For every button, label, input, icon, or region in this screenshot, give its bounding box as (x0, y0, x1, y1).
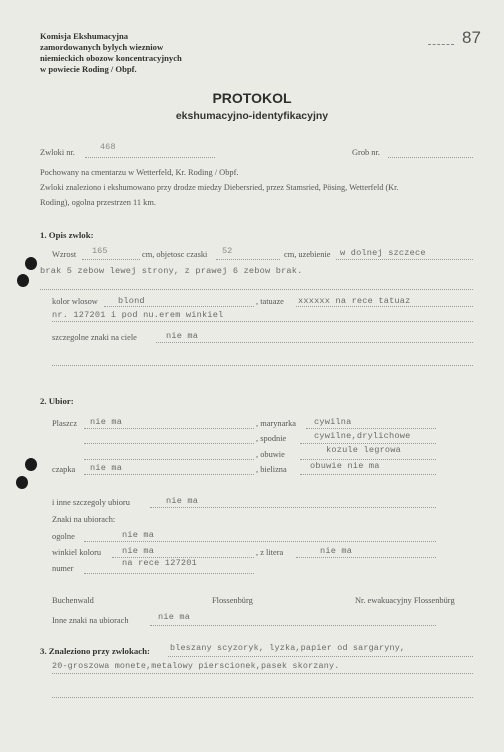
obuwie-label: , obuwie (256, 450, 285, 459)
znaki-label: szczegolne znaki na ciele (52, 333, 137, 342)
punch-hole-2 (17, 274, 29, 287)
kolor-label: kolor wlosow (52, 297, 98, 306)
obuwie-value: kozule legrowa (326, 445, 401, 455)
punch-hole-1 (25, 257, 37, 270)
litera-value: nie ma (320, 546, 353, 556)
numer-value: na rece 127201 (122, 558, 197, 568)
grob-label: Grob nr. (352, 148, 380, 157)
tatuaze-line-2-dots (52, 321, 473, 322)
header-org-line-3: niemieckich obozow koncentracyjnych (40, 53, 182, 63)
inne-line (150, 507, 436, 508)
plaszcz-line (84, 428, 254, 429)
uzebienie-line (336, 259, 473, 260)
section-3-line-1: bleszany scyzoryk, lyzka,papier od sargaryny, (170, 643, 406, 653)
spodnie-label: , spodnie (256, 434, 287, 443)
page-number: 87 (462, 28, 481, 47)
wzrost-line (82, 259, 140, 260)
czaszka-value: 52 (222, 246, 233, 256)
uzebienie-label: cm, uzebienie (284, 250, 331, 259)
plaszcz-value: nie ma (90, 417, 123, 427)
wzrost-label: Wzrost (52, 250, 77, 259)
ogolne-value: nie ma (122, 530, 155, 540)
czaszka-line (216, 259, 280, 260)
nr-ewakuacyjny-label: Nr. ewakuacyjny Flossenbürg (355, 596, 455, 605)
section-3-heading: 3. Znaleziono przy zwlokach: (40, 646, 150, 656)
winkiel-label: winkiel koloru (52, 548, 102, 557)
winkiel-value: nie ma (122, 546, 155, 556)
section-2-heading: 2. Ubior: (40, 396, 74, 406)
kolor-line (104, 306, 254, 307)
inne-value: nie ma (166, 496, 199, 506)
marynarka-line (306, 428, 436, 429)
header-org-line-2: zamordowanych bylych wiezniow (40, 42, 164, 52)
punch-hole-3 (25, 458, 37, 471)
spodnie-line (300, 443, 436, 444)
znaki-value: nie ma (166, 331, 199, 341)
bielizna-label: , bielizna (256, 465, 287, 474)
litera-line (296, 557, 436, 558)
grob-line (388, 157, 473, 158)
obuwie-pre-line (84, 459, 254, 460)
inne-znaki-label: Inne znaki na ubiorach (52, 616, 129, 625)
zwloki-label: Zwloki nr. (40, 148, 75, 157)
bielizna-value: obuwie nie ma (310, 461, 380, 471)
uzebienie-line-2-dots (40, 289, 473, 290)
pochowany-text: Pochowany na cmentarzu w Wetterfeld, Kr. Roding / Obpf. (40, 168, 239, 177)
zwloki-value: 468 (100, 142, 116, 152)
uzebienie-value: w dolnej szczece (340, 248, 426, 258)
section-3-line-1-dots (168, 656, 473, 657)
ogolne-line (84, 541, 436, 542)
tatuaze-value: xxxxxx na rece tatuaz (298, 296, 411, 306)
kolor-value: blond (118, 296, 145, 306)
znaleziono-line-2: Roding), ogolna przestrzen 11 km. (40, 198, 156, 207)
inne-label: i inne szczegoly ubioru (52, 498, 130, 507)
ogolne-label: ogolne (52, 532, 75, 541)
czaszka-label: cm, objetosc czaski (142, 250, 208, 259)
page-subtitle: ekshumacyjno-identyfikacyjny (175, 110, 329, 122)
spodnie-pre-line (84, 443, 254, 444)
znaki-ubior-label: Znaki na ubiorach: (52, 515, 116, 524)
znaleziono-line-1: Zwloki znaleziono i ekshumowano przy drodze miedzy Diebersried, przez Stamsried, Pösing, Wetterfeld (Kr. (40, 183, 399, 192)
obuwie-line (300, 459, 436, 460)
tatuaze-label: , tatuaze (256, 297, 284, 306)
flossenburg-label: Flossenbürg (212, 596, 253, 605)
buchenwald-label: Buchenwald (52, 596, 94, 605)
section-1-heading: 1. Opis zwlok: (40, 230, 94, 240)
czapka-value: nie ma (90, 463, 123, 473)
marynarka-value: cywilna (314, 417, 352, 427)
tatuaze-line-2: nr. 127201 i pod nu.erem winkiel (52, 310, 224, 320)
bielizna-line (300, 474, 436, 475)
page-number-dash (428, 44, 454, 45)
page-title: PROTOKOL (212, 90, 292, 106)
marynarka-label: , marynarka (256, 419, 296, 428)
punch-hole-4 (16, 476, 28, 489)
inne-znaki-value: nie ma (158, 612, 191, 622)
header-org-line-4: w powiecie Roding / Obpf. (40, 64, 137, 74)
uzebienie-line-2: brak 5 zebow lewej strony, z prawej 6 zebow brak. (40, 266, 303, 276)
tatuaze-line (296, 306, 473, 307)
znaki-extra-line (52, 365, 473, 366)
inne-znaki-line (150, 625, 436, 626)
section-3-line-2: 20-groszowa monete,metalowy pierscionek,pasek skorzany. (52, 661, 340, 671)
plaszcz-label: Plaszcz (52, 419, 78, 428)
czapka-label: czapka (52, 465, 76, 474)
section-3-line-2-dots (52, 673, 473, 674)
section-3-line-3-dots (52, 697, 473, 698)
zwloki-line (85, 157, 215, 158)
numer-label: numer (52, 564, 74, 573)
czapka-line (84, 474, 254, 475)
wzrost-value: 165 (92, 246, 108, 256)
spodnie-value: cywilne,drylichowe (314, 431, 411, 441)
header-org-line-1: Komisja Ekshumacyjna (40, 31, 129, 41)
znaki-line (156, 342, 473, 343)
litera-label: , z litera (256, 548, 284, 557)
numer-line (84, 573, 254, 574)
